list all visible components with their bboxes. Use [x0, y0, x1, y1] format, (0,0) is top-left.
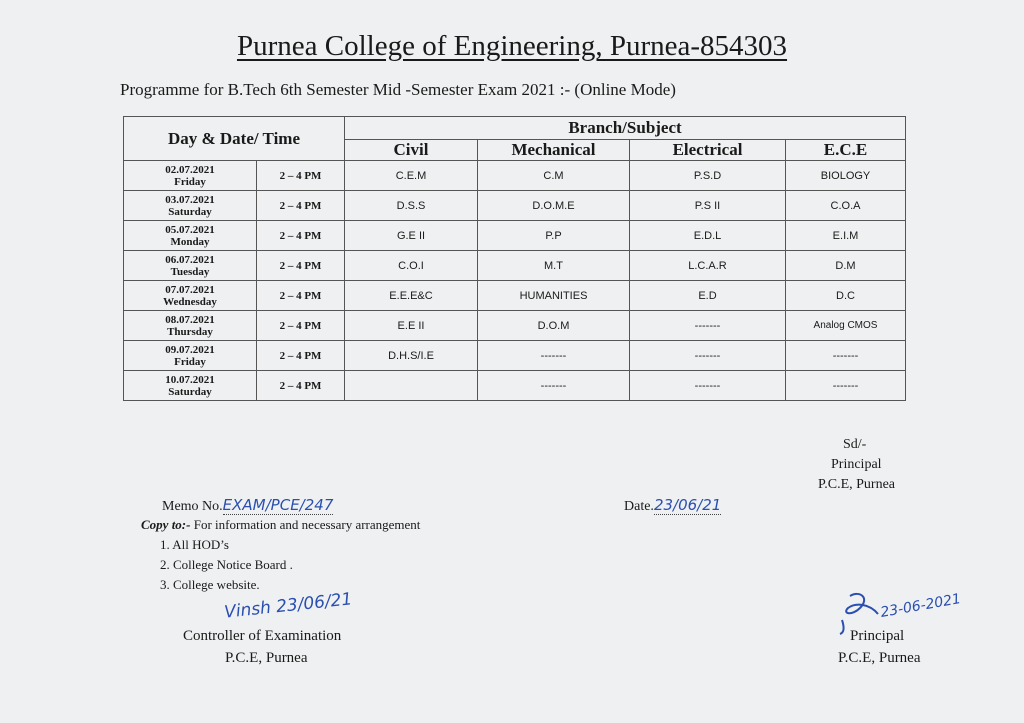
time-cell: 2 – 4 PM: [257, 251, 345, 281]
sd-mark: Sd/-: [843, 437, 867, 452]
ece-subject: D.M: [786, 251, 906, 281]
civil-subject: E.E II: [345, 311, 478, 341]
ece-subject: -------: [786, 371, 906, 401]
column-electrical: Electrical: [630, 140, 786, 161]
electrical-subject: -------: [630, 311, 786, 341]
civil-subject: G.E II: [345, 221, 478, 251]
table-row: [124, 311, 906, 341]
controller-label: Controller of Examination: [183, 628, 342, 644]
civil-subject: [345, 371, 478, 401]
date-label: Date.: [624, 499, 654, 514]
time-cell: 2 – 4 PM: [257, 191, 345, 221]
civil-subject: D.S.S: [345, 191, 478, 221]
exam-programme-subtitle: Programme for B.Tech 6th Semester Mid -Semester Exam 2021 :- (Online Mode): [120, 80, 676, 99]
exam-day: Friday: [174, 355, 206, 368]
ece-subject: BIOLOGY: [786, 161, 906, 191]
column-civil: Civil: [345, 140, 478, 161]
ece-subject: E.I.M: [786, 221, 906, 251]
exam-date: 07.07.2021: [165, 283, 215, 296]
date-cell: [124, 161, 257, 191]
time-cell: 2 – 4 PM: [257, 221, 345, 251]
exam-day: Saturday: [168, 205, 212, 218]
column-mechanical: Mechanical: [478, 140, 630, 161]
mechanical-subject: D.O.M: [478, 311, 630, 341]
principal-label-top: Principal: [831, 457, 882, 472]
copy-to-line: [141, 517, 420, 533]
time-cell: 2 – 4 PM: [257, 371, 345, 401]
time-cell: 2 – 4 PM: [257, 281, 345, 311]
controller-handwritten-signature: Vinsh 23/06/21: [223, 589, 354, 623]
exam-schedule-table: [123, 116, 906, 401]
mechanical-subject: D.O.M.E: [478, 191, 630, 221]
list-item: 2. College Notice Board .: [160, 557, 293, 572]
date-cell: [124, 311, 257, 341]
column-ece: E.C.E: [786, 140, 906, 161]
principal-signature-date: 23-06-2021: [879, 591, 963, 621]
date-value: 23/06/21: [653, 496, 722, 514]
exam-date: 10.07.2021: [165, 373, 215, 386]
electrical-subject: P.S II: [630, 191, 786, 221]
mechanical-subject: M.T: [478, 251, 630, 281]
electrical-subject: P.S.D: [630, 161, 786, 191]
memo-line: [162, 496, 333, 515]
copy-to-label: Copy to:-: [141, 517, 191, 532]
exam-day: Tuesday: [170, 265, 210, 278]
principal-label-bottom: Principal: [850, 628, 905, 644]
civil-subject: C.E.M: [345, 161, 478, 191]
date-cell: [124, 281, 257, 311]
exam-date: 09.07.2021: [165, 343, 215, 356]
principal-org-top: P.C.E, Purnea: [818, 477, 895, 492]
electrical-subject: -------: [630, 341, 786, 371]
exam-date: 06.07.2021: [165, 253, 215, 266]
table-row: [124, 281, 906, 311]
civil-subject: E.E.E&C: [345, 281, 478, 311]
controller-org: P.C.E, Purnea: [225, 650, 308, 666]
memo-label: Memo No.: [162, 499, 223, 514]
exam-day: Monday: [170, 235, 210, 248]
copy-to-text: For information and necessary arrangement: [190, 517, 421, 532]
recipient-list: [160, 537, 293, 597]
date-cell: [124, 371, 257, 401]
list-item: 3. College website.: [160, 577, 260, 592]
college-title: Purnea College of Engineering, Purnea-854303: [236, 30, 788, 62]
date-cell: [124, 221, 257, 251]
mechanical-subject: -------: [478, 371, 630, 401]
table-row: [124, 251, 906, 281]
principal-org-bottom: P.C.E, Purnea: [838, 650, 921, 666]
memo-number: EXAM/PCE/247: [222, 496, 334, 514]
mechanical-subject: C.M: [478, 161, 630, 191]
day-date-time-header: Day & Date/ Time: [124, 117, 345, 161]
mechanical-subject: HUMANITIES: [478, 281, 630, 311]
table-row: [124, 221, 906, 251]
exam-day: Saturday: [168, 385, 212, 398]
ece-subject: Analog CMOS: [786, 311, 906, 341]
date-cell: [124, 251, 257, 281]
exam-day: Thursday: [167, 325, 213, 338]
mechanical-subject: P.P: [478, 221, 630, 251]
table-row: [124, 341, 906, 371]
electrical-subject: -------: [630, 371, 786, 401]
date-cell: [124, 191, 257, 221]
date-cell: [124, 341, 257, 371]
exam-date: 08.07.2021: [165, 313, 215, 326]
ece-subject: D.C: [786, 281, 906, 311]
list-item: 1. All HOD’s: [160, 537, 229, 552]
time-cell: 2 – 4 PM: [257, 161, 345, 191]
civil-subject: D.H.S/I.E: [345, 341, 478, 371]
ece-subject: C.O.A: [786, 191, 906, 221]
exam-date: 02.07.2021: [165, 163, 215, 176]
electrical-subject: E.D.L: [630, 221, 786, 251]
exam-date: 03.07.2021: [165, 193, 215, 206]
time-cell: 2 – 4 PM: [257, 311, 345, 341]
table-row: [124, 191, 906, 221]
exam-day: Friday: [174, 175, 206, 188]
electrical-subject: E.D: [630, 281, 786, 311]
branch-subject-header: Branch/Subject: [345, 117, 906, 140]
mechanical-subject: -------: [478, 341, 630, 371]
exam-date: 05.07.2021: [165, 223, 215, 236]
table-row: [124, 161, 906, 191]
table-row: [124, 371, 906, 401]
civil-subject: C.O.I: [345, 251, 478, 281]
date-line: [624, 496, 721, 515]
exam-day: Wednesday: [163, 295, 217, 308]
time-cell: 2 – 4 PM: [257, 341, 345, 371]
ece-subject: -------: [786, 341, 906, 371]
electrical-subject: L.C.A.R: [630, 251, 786, 281]
